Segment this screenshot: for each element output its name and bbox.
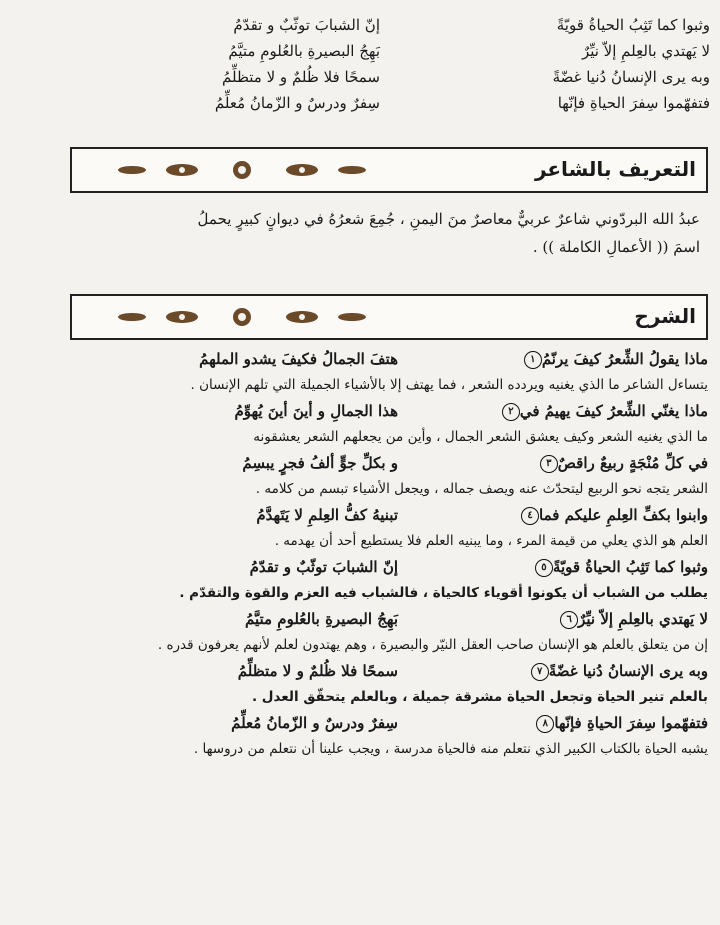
explanation-verse <box>12 556 708 582</box>
verse-first-hemistich: لا يَهتدي بالعِلمِ إلاّ نيِّرٌ٦ <box>557 610 708 629</box>
verse-line: لا يَهتدي بالعِلمِ إلاّ نيِّرٌ <box>581 42 710 60</box>
verse-line: وثبوا كما تَثِبُ الحياةُ قويّةً <box>556 16 710 34</box>
explanation-verse <box>12 400 708 426</box>
explanation-section-banner <box>70 294 708 340</box>
verse-line: وبه يرى الإنسانُ دُنيا غضّةً <box>552 68 710 86</box>
verse-first-hemistich: فتفهّموا سِفرَ الحياةِ فإنّها٨ <box>533 714 708 733</box>
section-title: التعريف بالشاعر <box>534 157 696 181</box>
verse-first-hemistich: في كلِّ مُنْجَةٍ ربيعٌ راقصٌ٣ <box>537 454 708 473</box>
verse-first-hemistich: وابنوا بكفِّ العِلمِ عليكم فما٤ <box>518 506 708 525</box>
verse-number-badge: ٥ <box>535 559 553 577</box>
verse-number-badge: ٨ <box>536 715 554 733</box>
explanation-verse <box>12 452 708 478</box>
verse-first-hemistich: ماذا يغنّي الشِّعرُ كيفَ يهيمُ في٢ <box>499 402 708 421</box>
verse-number-badge: ٦ <box>560 611 578 629</box>
verse-second-hemistich: تبنيهُ كفُّ العِلمِ لا يَتَهدَّمُ <box>256 506 398 524</box>
verse-second-hemistich: إنّ الشبابَ توثّبٌ و تقدّمُ <box>249 558 398 576</box>
top-verses <box>20 12 710 132</box>
verse-explanation: العلم هو الذي يعلي من قيمة المرء ، وما يبنيه العلم فلا يستطيع أحد أن يهدمه . <box>274 533 708 549</box>
verse-first-hemistich: ماذا يقولُ الشِّعرُ كيفَ يرنّمُ١ <box>521 350 708 369</box>
poet-intro-line: اسمَ (( الأعمالِ الكاملة )) . <box>532 238 700 256</box>
explanation-verse <box>12 608 708 634</box>
verse-second-hemistich: هذا الجمالِ و أينَ أينَ يُهوِّمُ <box>234 402 398 420</box>
verses-right-column <box>410 12 710 116</box>
verse-explanation: يتساءل الشاعر ما الذي يغنيه ويردده الشعر ، فما يهتف إلا بالأشياء الجميلة التي تلهم الإنسان . <box>190 377 708 393</box>
verse-number-badge: ٣ <box>540 455 558 473</box>
verse-second-hemistich: و بكلِّ جوٍّ ألفُ فجرٍ يبسِمُ <box>242 454 398 472</box>
verse-line: سمحًا فلا ظُلمٌ و لا متظلِّمُ <box>222 68 380 86</box>
ornament-icon <box>112 306 372 328</box>
verses-left-column <box>80 12 380 116</box>
verse-second-hemistich: سمحًا فلا ظُلمٌ و لا متظلِّمُ <box>237 662 398 680</box>
explanation-verse <box>12 712 708 738</box>
verse-second-hemistich: هتفَ الجمالُ فكيفَ يشدو الملهمُ <box>199 350 398 368</box>
verse-number-badge: ٢ <box>502 403 520 421</box>
verse-number-badge: ١ <box>524 351 542 369</box>
verse-second-hemistich: سِفرٌ ودرسٌ و الزّمانُ مُعلِّمُ <box>231 714 398 732</box>
explanation-list <box>12 348 708 764</box>
verse-line: إنّ الشبابَ توثّبٌ و تقدّمُ <box>233 16 380 34</box>
verse-line: سِفرٌ ودرسٌ و الزّمانُ مُعلِّمُ <box>214 94 380 112</box>
poet-intro-line: عبدُ الله البردّوني شاعرٌ عربيٌّ معاصرٌ منَ اليمنِ ، جُمِعَ شعرُهُ في ديوانٍ كبيرٍ يحملُ <box>197 210 700 228</box>
verse-explanation: ما الذي يغنيه الشعر وكيف يعشق الشعر الجمال ، وأين من يجعلهم الشعر يعشقونه <box>253 429 708 445</box>
verse-explanation: يشبه الحياة بالكتاب الكبير الذي نتعلم منه فالحياة مدرسة ، ويجب علينا أن نتعلم من دروسها . <box>193 741 708 757</box>
verse-number-badge: ٧ <box>531 663 549 681</box>
verse-explanation: إن من يتعلق بالعلم هو الإنسان صاحب العقل النيّر والبصيرة ، وهم يهتدون لعلم لأنهم يعرفون قدره . <box>157 637 708 653</box>
poet-section-banner <box>70 147 708 193</box>
poet-intro <box>20 205 700 261</box>
verse-number-badge: ٤ <box>521 507 539 525</box>
section-title: الشرح <box>634 304 696 328</box>
verse-line: فتفهّموا سِفرَ الحياةِ فإنّها <box>557 94 710 112</box>
verse-explanation: بالعلم تنير الحياة وتجعل الحياة مشرقة جميلة ، وبالعلم يتحقّق العدل . <box>251 689 708 705</box>
explanation-verse <box>12 504 708 530</box>
explanation-verse <box>12 348 708 374</box>
verse-explanation: يطلب من الشباب أن يكونوا أقوياء كالحياة ، فالشباب فيه العزم والقوة والتقدّم . <box>179 585 708 601</box>
verse-explanation: الشعر يتجه نحو الربيع ليتحدّث عنه ويصف جماله ، ويجعل الأشياء تبسم من كلامه . <box>255 481 708 497</box>
verse-line: بَهِجُ البصيرةِ بالعُلومِ متيَّمُ <box>228 42 380 60</box>
verse-second-hemistich: بَهِجُ البصيرةِ بالعُلومِ متيَّمُ <box>245 610 398 628</box>
verse-first-hemistich: وثبوا كما تَثِبُ الحياةُ قويّةً٥ <box>532 558 708 577</box>
explanation-verse <box>12 660 708 686</box>
ornament-icon <box>112 159 372 181</box>
verse-first-hemistich: وبه يرى الإنسانُ دُنيا غضّةً٧ <box>528 662 708 681</box>
